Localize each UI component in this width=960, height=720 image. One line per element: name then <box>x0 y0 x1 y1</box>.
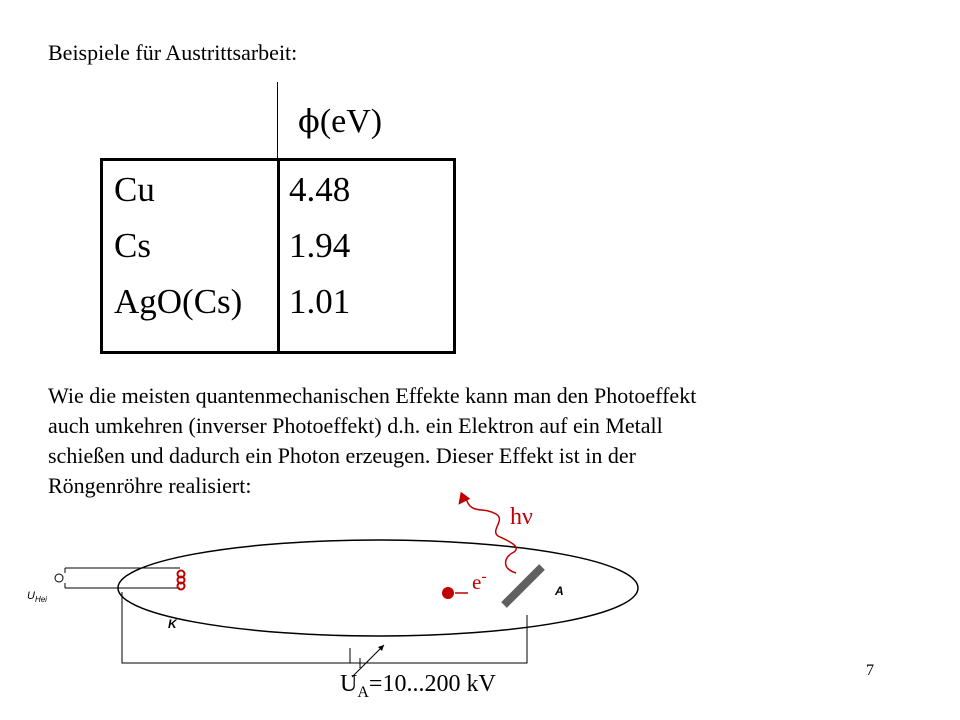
heater-voltage-sub: Hei <box>34 595 47 605</box>
photon-h: h <box>510 504 522 530</box>
anode-plate <box>504 567 542 605</box>
anode-voltage-value: =10...200 kV <box>368 671 496 697</box>
heater-terminal <box>55 574 63 582</box>
anode-label: A <box>555 584 564 598</box>
heater-voltage-main: U <box>27 590 35 602</box>
paragraph-line: schießen und dadurch ein Photon erzeugen. Dieser Effekt ist in der <box>48 443 636 468</box>
phi-symbol: ϕ <box>298 102 320 140</box>
page-number: 7 <box>866 662 874 679</box>
photon-nu: ν <box>522 504 533 530</box>
table-cell-value: 1.01 <box>289 282 351 321</box>
table-cell-value: 4.48 <box>289 170 351 209</box>
anode-voltage-label <box>340 671 496 702</box>
electron-charge: - <box>481 568 487 585</box>
slide-title: Beispiele für Austrittsarbeit: <box>48 40 298 65</box>
electron-dot <box>442 587 454 599</box>
anode-voltage-main: U <box>340 671 358 697</box>
photon-wave-arrow <box>462 497 516 573</box>
photon-label <box>510 504 533 531</box>
heater-voltage-label <box>27 590 47 604</box>
electron-symbol: e <box>472 570 482 594</box>
table-cell-metal: Cs <box>114 226 151 265</box>
electron-label <box>472 568 487 595</box>
table-cell-value: 1.94 <box>289 226 351 265</box>
unit-label: (eV) <box>319 103 383 140</box>
anode-circuit-wire <box>122 592 527 663</box>
paragraph-line: auch umkehren (inverser Photoeffekt) d.h. ein Elektron auf ein Metall <box>48 413 663 438</box>
anode-voltage-sub: A <box>357 683 369 701</box>
table-cell-metal: Cu <box>114 170 155 209</box>
paragraph-line: Wie die meisten quantenmechanischen Effekte kann man den Photoeffekt <box>48 383 697 408</box>
paragraph-line: Röngenröhre realisiert: <box>48 473 252 498</box>
table-cell-metal: AgO(Cs) <box>114 282 243 321</box>
cathode-filament <box>178 571 185 590</box>
cathode-label: K <box>168 617 177 631</box>
